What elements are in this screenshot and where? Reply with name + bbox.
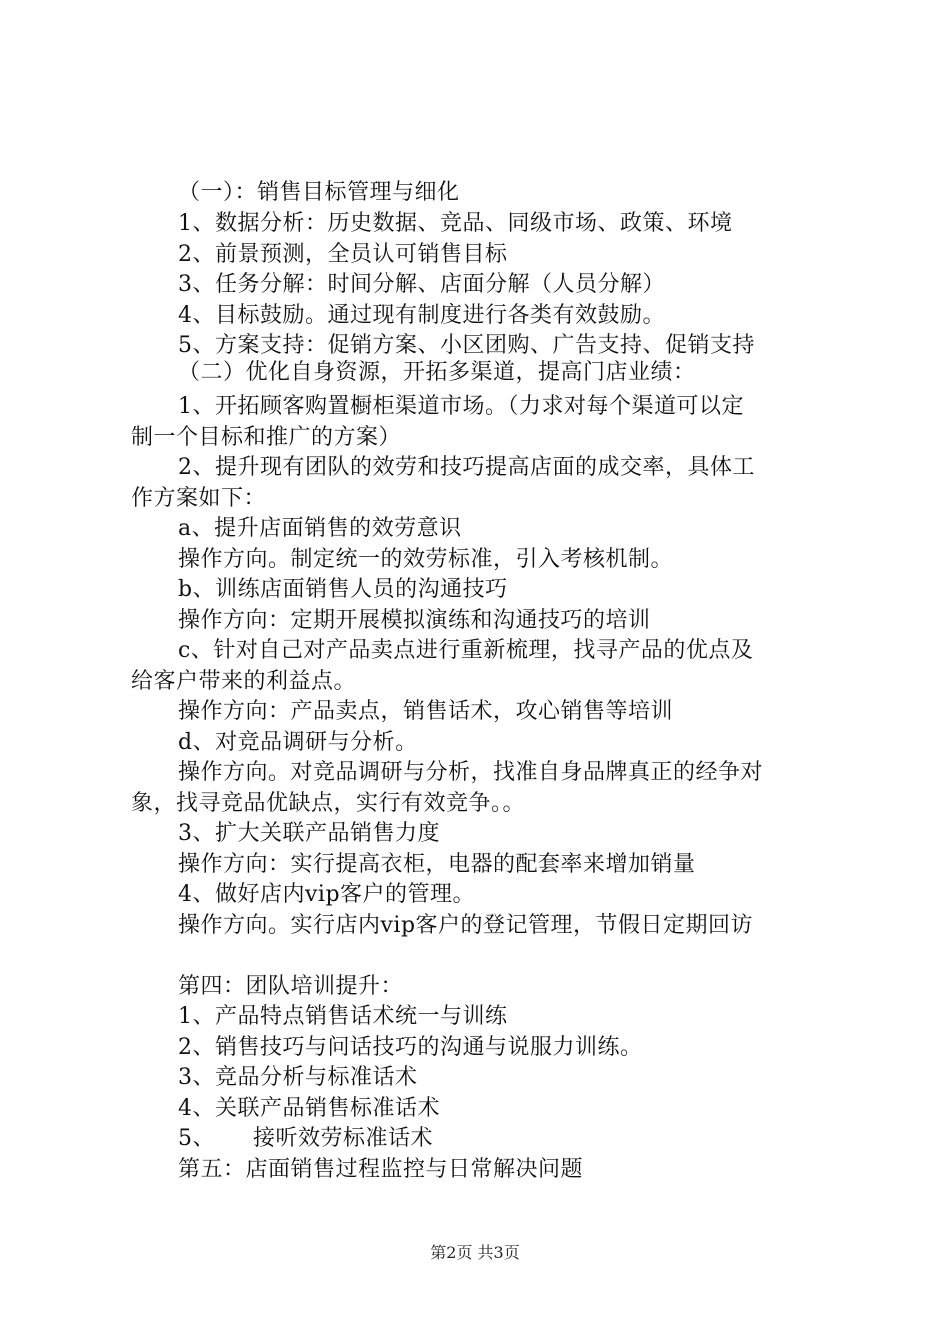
- paragraph-line: b、训练店面销售人员的沟通技巧: [178, 577, 508, 602]
- paragraph-line: 操作方向：产品卖点，销售话术，攻心销售等培训: [178, 699, 674, 724]
- section-heading-1: （一）：销售目标管理与细化: [178, 180, 460, 205]
- paragraph-line: 2、前景预测，全员认可销售目标: [178, 242, 508, 267]
- paragraph-line: 4、关联产品销售标准话术: [178, 1096, 440, 1121]
- paragraph-line: c、针对自己对产品卖点进行重新梳理，找寻产品的优点及: [178, 638, 754, 663]
- paragraph-line: 2、提升现有团队的效劳和技巧提高店面的成交率，具体工: [178, 455, 755, 480]
- paragraph-line: 象，找寻竞品优缺点，实行有效竞争。。: [131, 791, 526, 816]
- paragraph-line: 1、产品特点销售话术统一与训练: [178, 1004, 508, 1029]
- paragraph-line: 制一个目标和推广的方案）: [131, 425, 402, 450]
- section-heading-4: 第四：团队培训提升：: [178, 974, 404, 999]
- paragraph-line: 操作方向。制定统一的效劳标准，引入考核机制。: [178, 547, 674, 572]
- section-heading-2: （二）优化自身资源，开拓多渠道，提高门店业绩：: [178, 360, 696, 385]
- paragraph-line: 4、做好店内vip客户的管理。: [178, 882, 476, 907]
- paragraph-line: 1、开拓顾客购置橱柜渠道市场。（力求对每个渠道可以定: [178, 394, 744, 419]
- paragraph-line: 作方案如下：: [131, 486, 267, 511]
- paragraph-line: 1、数据分析：历史数据、竞品、同级市场、政策、环境: [178, 211, 733, 236]
- paragraph-line: 操作方向：实行提高衣柜，电器的配套率来增加销量: [178, 852, 696, 877]
- page-footer: 第2页 共3页: [430, 1243, 520, 1262]
- paragraph-line: 5、方案支持：促销方案、小区团购、广告支持、促销支持: [178, 333, 755, 358]
- section-heading-5: 第五：店面销售过程监控与日常解决问题: [178, 1157, 584, 1182]
- paragraph-line: d、对竞品调研与分析。: [178, 730, 418, 755]
- paragraph-line: 操作方向：定期开展模拟演练和沟通技巧的培训: [178, 608, 651, 633]
- paragraph-line: 操作方向。对竞品调研与分析，找准自身品牌真正的经争对: [178, 760, 764, 785]
- paragraph-line: 操作方向。实行店内vip客户的登记管理，节假日定期回访: [178, 913, 754, 938]
- paragraph-line: 3、竞品分析与标准话术: [178, 1065, 418, 1090]
- paragraph-line: 给客户带来的利益点。: [131, 669, 357, 694]
- paragraph-line: 3、任务分解：时间分解、店面分解（人员分解）: [178, 272, 665, 297]
- list-number: 5、: [178, 1126, 215, 1151]
- list-text: 接听效劳标准话术: [253, 1126, 434, 1151]
- paragraph-line: 4、目标鼓励。通过现有制度进行各类有效鼓励。: [178, 303, 665, 328]
- paragraph-line: a、提升店面销售的效劳意识: [178, 516, 462, 541]
- paragraph-line: [0, 1124, 950, 1154]
- paragraph-line: 3、扩大关联产品销售力度: [178, 821, 440, 846]
- paragraph-line: 2、销售技巧与问话技巧的沟通与说服力训练。: [178, 1035, 643, 1060]
